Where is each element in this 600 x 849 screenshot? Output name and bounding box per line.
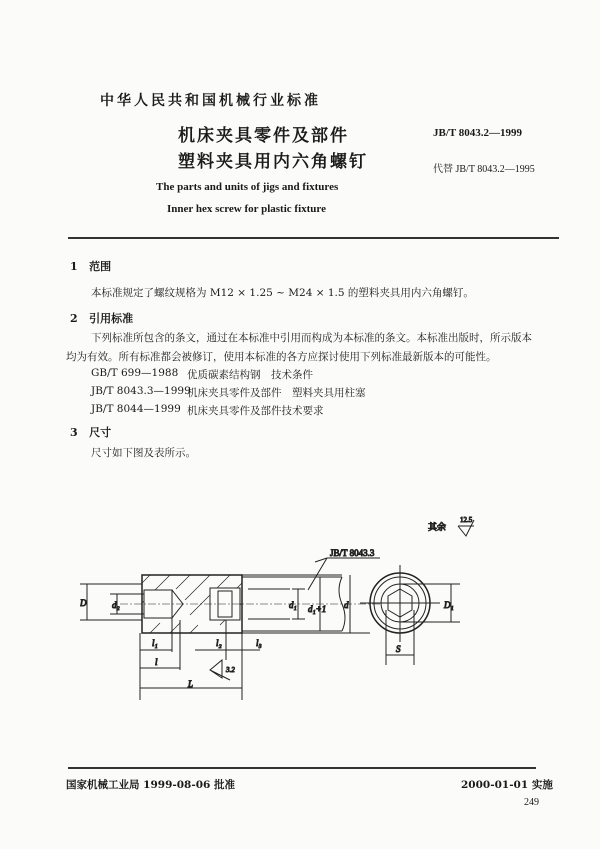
dim-l1: l₁ — [152, 638, 158, 648]
reference-title: 机床夹具零件及部件技术要求 — [187, 405, 324, 417]
approval-note: 国家机械工业局 1999-08-06 批准 — [66, 779, 235, 791]
screw-drawing — [80, 500, 500, 720]
rest-label: 其余 — [428, 522, 447, 532]
rest-roughness: 12.5 — [460, 516, 473, 524]
title-line1: 机床夹具零件及部件 — [178, 126, 349, 146]
footer-rule — [68, 767, 536, 769]
header-rule — [68, 237, 559, 239]
dim-l3: l₃ — [256, 638, 262, 648]
section-2-heading: 2 引用标准 — [70, 312, 134, 325]
roughness-value: 3.2 — [226, 666, 235, 674]
title-line2: 塑料夹具用内六角螺钉 — [178, 152, 368, 172]
dim-L: L — [188, 679, 194, 689]
replaces-code: 代替 JB/T 8043.2—1995 — [433, 164, 535, 175]
reference-title: 优质碳素结构钢 技术条件 — [187, 369, 313, 381]
reference-item: GB/T 699—1988 — [91, 367, 179, 379]
dim-D: D — [80, 598, 87, 608]
dim-S: S — [396, 644, 401, 654]
page-number: 249 — [524, 797, 539, 808]
section-2-body-line1: 下列标准所包含的条文，通过在本标准中引用而构成为本标准的条文。本标准出版时，所示版本 — [91, 332, 532, 344]
dim-d2: d₂ — [112, 600, 120, 610]
reference-title: 机床夹具零件及部件 塑料夹具用柱塞 — [187, 387, 366, 399]
reference-item: JB/T 8043.3—1999 — [91, 385, 191, 397]
section-3-heading: 3 尺寸 — [70, 426, 112, 439]
section-1-body: 本标准规定了螺纹规格为 M12 × 1.25 ~ M24 × 1.5 的塑料夹具用内六角螺钉。 — [91, 287, 474, 299]
english-title-line2: Inner hex screw for plastic fixture — [167, 203, 326, 215]
effective-date: 2000-01-01 实施 — [461, 779, 553, 791]
dim-d: d — [344, 600, 349, 610]
dim-l2: l₂ — [216, 638, 222, 648]
dim-l: l — [155, 657, 158, 667]
section-2-body-line2: 均为有效。所有标准都会被修订，使用本标准的各方应探讨使用下列标准最新版本的可能性。 — [66, 351, 497, 363]
section-1-heading: 1 范围 — [70, 260, 112, 273]
reference-item: JB/T 8044—1999 — [91, 403, 181, 415]
dim-d1: d₁ — [289, 600, 297, 610]
english-title-line1: The parts and units of jigs and fixtures — [156, 181, 339, 193]
reference-leader-label: JB/T 8043.3 — [330, 548, 375, 558]
standard-code: JB/T 8043.2—1999 — [433, 127, 523, 139]
dim-D1: D₁ — [444, 600, 454, 610]
section-3-body: 尺寸如下图及表所示。 — [91, 447, 196, 459]
dim-d1-plus-1: d₁+1 — [308, 604, 327, 614]
org-standard-header: 中华人民共和国机械行业标准 — [100, 93, 321, 109]
